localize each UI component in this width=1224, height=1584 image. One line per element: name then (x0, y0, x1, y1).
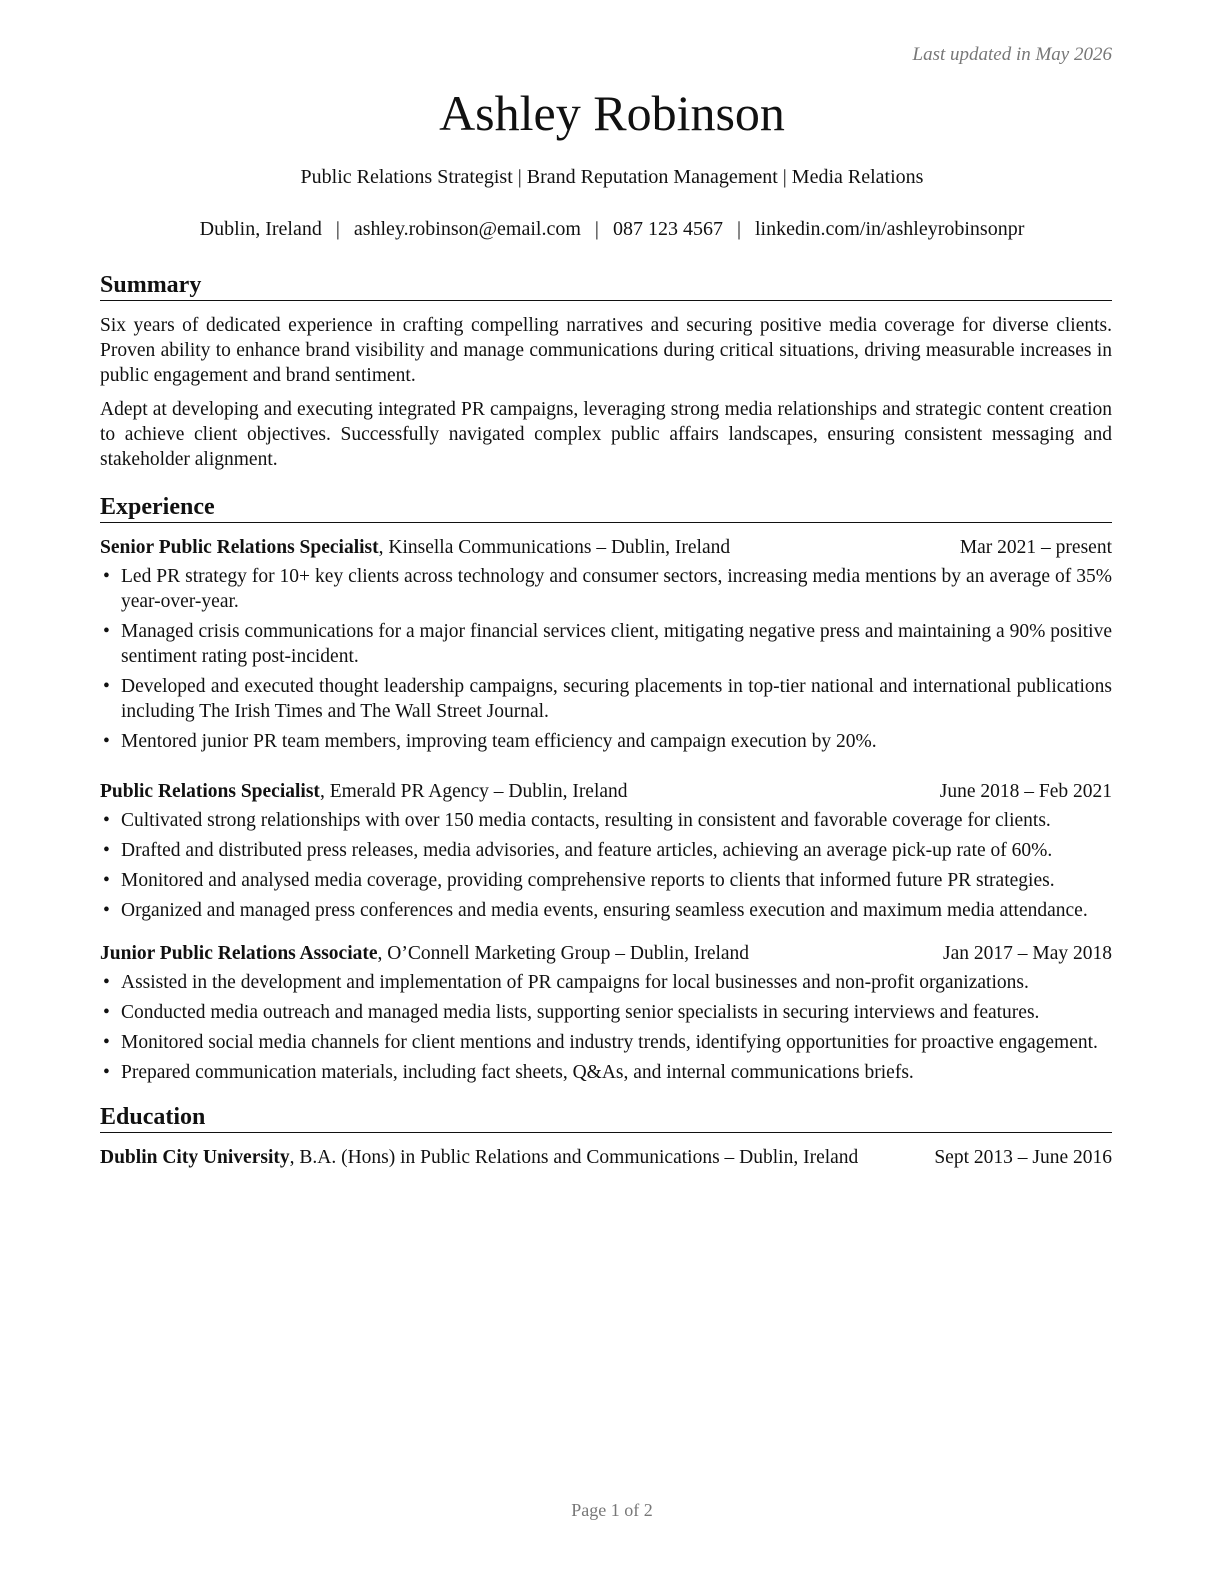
bullet-text: Drafted and distributed press releases, media advisories, and feature articles, achieving an average pick-up rate of 60%. (121, 840, 1053, 861)
job-header (100, 941, 1112, 966)
contact-phone[interactable]: 087 123 4567 (612, 218, 723, 240)
bullet-icon: • (103, 810, 110, 831)
job-dates: Jan 2017 – May 2018 (943, 943, 1112, 964)
list-item (100, 808, 1112, 833)
bullet-text: Conducted media outreach and managed media lists, supporting senior specialists in securing interviews and features. (121, 1002, 1040, 1023)
summary-paragraph: Adept at developing and executing integrated PR campaigns, leveraging strong media relationships and strategic content creation to achieve client objectives. Successfully navigated complex public affairs landscapes, ensuring consistent messaging and stakeholder alignment. (100, 399, 1112, 470)
job-title-line (100, 779, 628, 804)
list-item (100, 1060, 1112, 1085)
bullet-icon: • (103, 1062, 110, 1083)
job-header (100, 779, 1112, 804)
job-title-line (100, 941, 749, 966)
bullet-text: Mentored junior PR team members, improving team efficiency and campaign execution by 20%. (121, 731, 877, 752)
list-item (100, 674, 1112, 724)
contact-separator: | (335, 218, 340, 240)
bullet-icon: • (103, 1002, 110, 1023)
job-bullets (100, 808, 1112, 923)
job-dates: June 2018 – Feb 2021 (939, 781, 1112, 802)
list-item (100, 898, 1112, 923)
bullet-text: Prepared communication materials, including fact sheets, Q&As, and internal communications briefs. (121, 1062, 914, 1083)
contact-line (0, 218, 1224, 241)
job-entry (100, 941, 1112, 1085)
contact-separator: | (736, 218, 741, 240)
bullet-icon: • (103, 1032, 110, 1053)
education-line (100, 1145, 880, 1170)
job-org: , Kinsella Communications – Dublin, Ireland (378, 537, 731, 558)
list-item (100, 868, 1112, 893)
bullet-icon: • (103, 731, 110, 752)
list-item (100, 970, 1112, 995)
summary-section (100, 270, 1112, 472)
bullet-text: Cultivated strong relationships with over 150 media contacts, resulting in consistent and favorable coverage for clients. (121, 810, 1051, 831)
list-item (100, 619, 1112, 669)
bullet-icon: • (103, 621, 110, 642)
contact-separator: | (594, 218, 599, 240)
job-role: Public Relations Specialist (100, 781, 320, 802)
bullet-icon: • (103, 840, 110, 861)
job-role: Senior Public Relations Specialist (100, 537, 379, 558)
section-title-summary: Summary (100, 270, 1112, 301)
bullet-text: Monitored and analysed media coverage, providing comprehensive reports to clients that informed future PR strategies. (121, 870, 1055, 891)
job-entry (100, 779, 1112, 923)
list-item (100, 1000, 1112, 1025)
bullet-text: Monitored social media channels for client mentions and industry trends, identifying opportunities for proactive engagement. (121, 1032, 1098, 1053)
job-title-line (100, 535, 730, 560)
bullet-icon: • (103, 676, 110, 697)
education-dates: Sept 2013 – June 2016 (934, 1147, 1112, 1168)
candidate-name: Ashley Robinson (439, 85, 785, 141)
job-bullets (100, 564, 1112, 754)
bullet-icon: • (103, 566, 110, 587)
bullet-icon: • (103, 972, 110, 993)
bullet-icon: • (103, 870, 110, 891)
job-bullets (100, 970, 1112, 1085)
experience-section (100, 492, 1112, 1085)
page-number: Page 1 of 2 (571, 1500, 653, 1520)
bullet-text: Led PR strategy for 10+ key clients across technology and consumer sectors, increasing media mentions by an average of 35% year-over-year. (121, 566, 1112, 612)
section-title-education: Education (100, 1102, 1112, 1133)
job-org: , Emerald PR Agency – Dublin, Ireland (319, 781, 628, 802)
list-item (100, 1030, 1112, 1055)
contact-linkedin[interactable]: linkedin.com/in/ashleyrobinsonpr (754, 218, 1025, 240)
bullet-text: Developed and executed thought leadership campaigns, securing placements in top-tier national and international publications including The Irish Times and The Wall Street Journal. (121, 676, 1112, 722)
job-org: , O’Connell Marketing Group – Dublin, Ireland (377, 943, 750, 964)
section-title-experience: Experience (100, 492, 1112, 523)
list-item (100, 729, 1112, 754)
list-item (100, 838, 1112, 863)
bullet-text: Assisted in the development and implementation of PR campaigns for local businesses and non-profit organizations. (121, 972, 1029, 993)
bullet-text: Managed crisis communications for a major financial services client, mitigating negative press and maintaining a 90% positive sentiment rating post-incident. (121, 621, 1112, 667)
list-item (100, 564, 1112, 614)
job-role: Junior Public Relations Associate (100, 943, 378, 964)
bullet-icon: • (103, 900, 110, 921)
education-section (100, 1102, 1112, 1170)
bullet-text: Organized and managed press conferences and media events, ensuring seamless execution and maximum media attendance. (121, 900, 1088, 921)
summary-paragraph: Six years of dedicated experience in crafting compelling narratives and securing positive media coverage for diverse clients. Proven ability to enhance brand visibility and manage communications during critical situations, driving measurable increases in public engagement and brand sentiment. (100, 315, 1112, 386)
education-entry (100, 1145, 1112, 1170)
last-updated: Last updated in May 2026 (912, 44, 1112, 65)
school-name: Dublin City University (100, 1147, 290, 1168)
contact-email[interactable]: ashley.robinson@email.com (353, 218, 581, 240)
job-dates: Mar 2021 – present (959, 537, 1112, 558)
contact-location: Dublin, Ireland (199, 218, 322, 240)
job-entry (100, 535, 1112, 754)
job-header (100, 535, 1112, 560)
resume-content (100, 270, 1112, 1170)
tagline: Public Relations Strategist | Brand Reputation Management | Media Relations (300, 166, 924, 188)
degree-text: , B.A. (Hons) in Public Relations and Communications – Dublin, Ireland (289, 1147, 859, 1168)
